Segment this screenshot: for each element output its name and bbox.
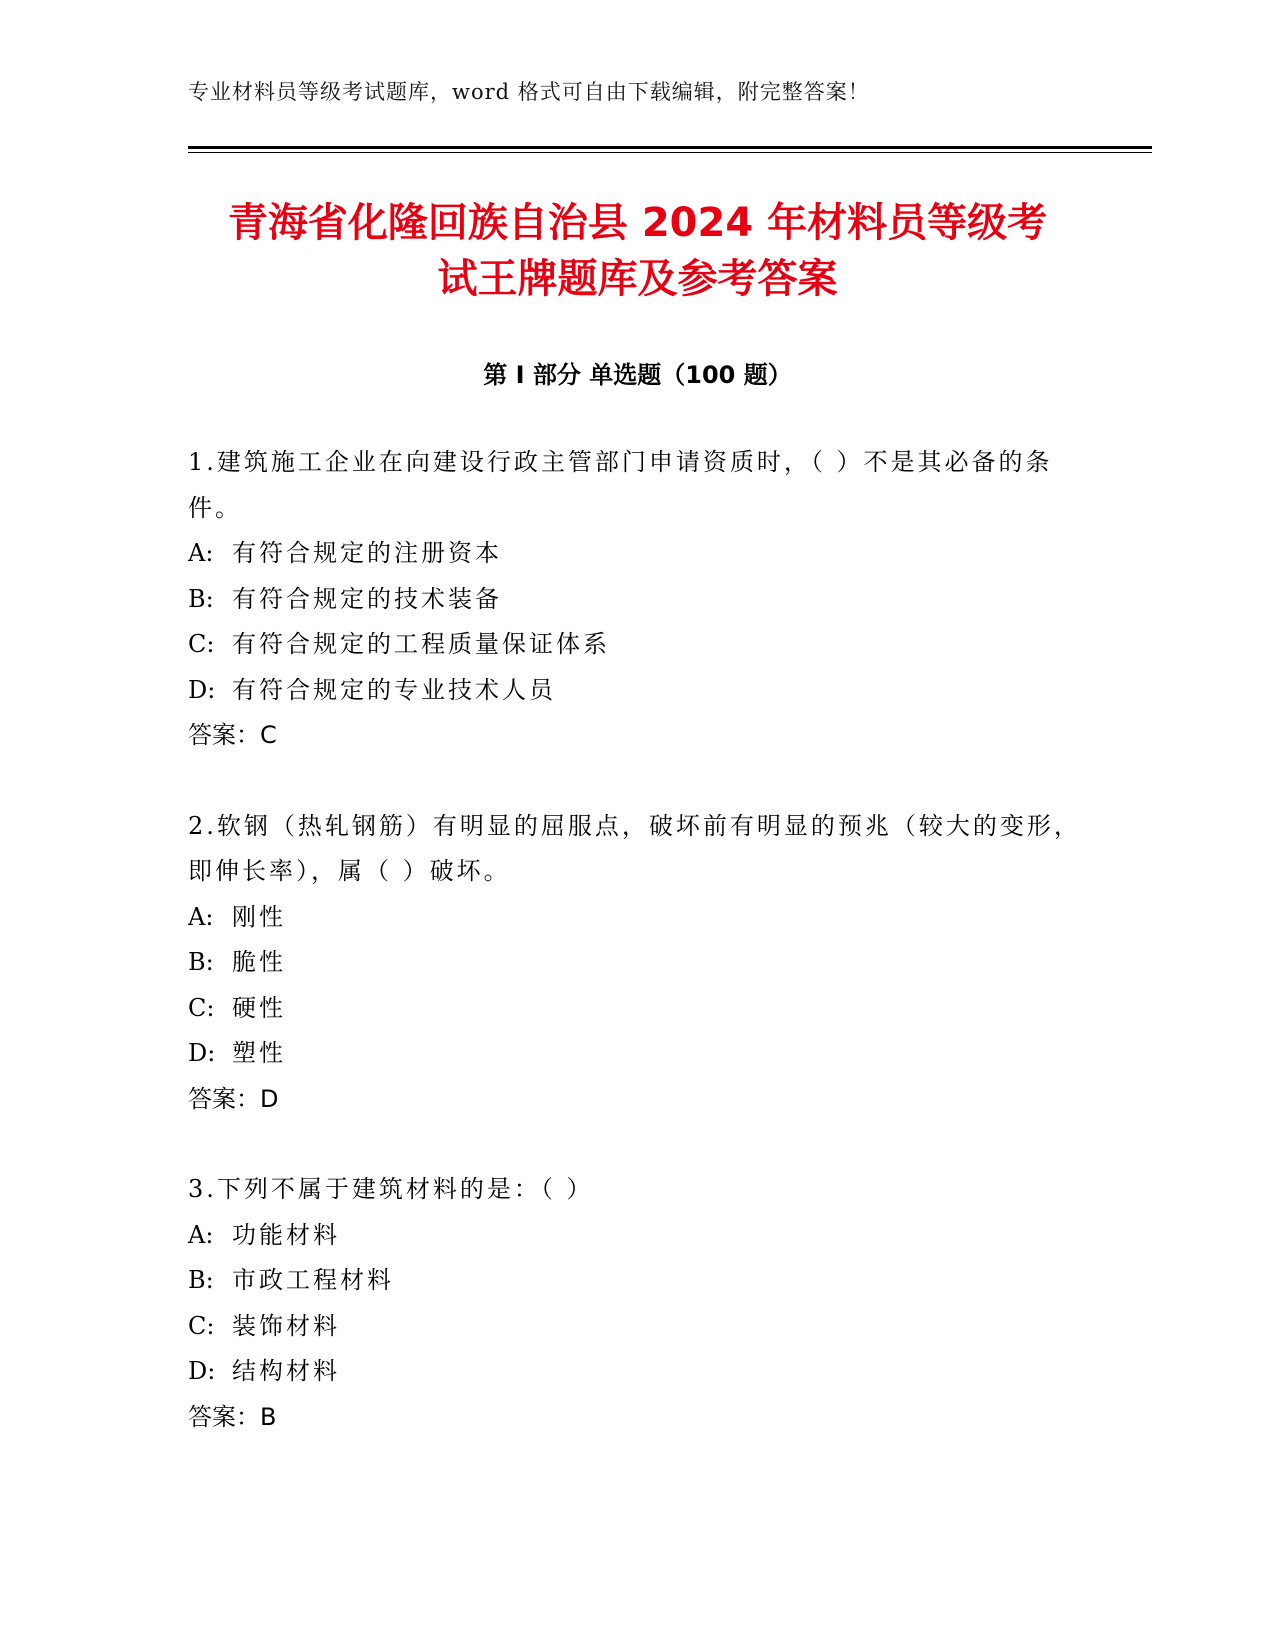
- question-2: [188, 804, 1088, 1123]
- header-rule-thin: [188, 152, 1152, 153]
- question-option-b: [188, 1258, 1088, 1304]
- option-letter: A:: [188, 539, 214, 567]
- question-option-d: [188, 1031, 1088, 1077]
- option-letter: A:: [188, 902, 214, 931]
- document-title-line-1: 青海省化隆回族自治县 2024 年材料员等级考: [227, 200, 1048, 246]
- option-text: 结构材料: [232, 1357, 340, 1385]
- option-text: 有符合规定的技术装备: [232, 584, 502, 613]
- option-letter: D:: [188, 1039, 216, 1067]
- option-letter: B:: [188, 948, 214, 976]
- question-option-b: [188, 940, 1088, 986]
- question-option-d: [188, 668, 1088, 714]
- question-3: [188, 1167, 1088, 1440]
- option-text: 有符合规定的专业技术人员: [232, 675, 556, 704]
- question-answer: 答案：D: [188, 1084, 279, 1113]
- header-note: 专业材料员等级考试题库，word 格式可自由下载编辑，附完整答案！: [188, 80, 870, 104]
- question-option-b: [188, 577, 1088, 623]
- option-letter: C:: [188, 630, 215, 658]
- option-text: 塑性: [232, 1039, 286, 1067]
- option-text: 有符合规定的工程质量保证体系: [232, 630, 610, 658]
- question-answer: 答案：B: [188, 1402, 277, 1431]
- question-answer: 答案：C: [188, 721, 277, 749]
- option-letter: C:: [188, 993, 215, 1022]
- option-letter: D:: [188, 1357, 216, 1385]
- question-option-a: [188, 1213, 1088, 1259]
- option-letter: B:: [188, 584, 214, 613]
- option-letter: C:: [188, 1311, 215, 1340]
- question-option-c: [188, 1304, 1088, 1350]
- option-letter: B:: [188, 1266, 214, 1294]
- option-text: 脆性: [232, 948, 286, 976]
- section-heading: 第 I 部分 单选题（100 题）: [483, 361, 792, 389]
- document-title-line-2: 试王牌题库及参考答案: [437, 256, 838, 302]
- option-letter: D:: [188, 675, 216, 704]
- question-option-c: [188, 986, 1088, 1032]
- header-rule-thick: [188, 146, 1152, 149]
- question-stem: 2.软钢（热轧钢筋）有明显的屈服点，破坏前有明显的预兆（较大的变形，即伸长率），属（ ）破坏。: [188, 811, 1081, 885]
- option-text: 有符合规定的注册资本: [232, 539, 502, 567]
- option-text: 刚性: [232, 902, 286, 931]
- question-stem: 1.建筑施工企业在向建设行政主管部门申请资质时，（ ）不是其必备的条件。: [188, 448, 1053, 522]
- question-list: [188, 440, 1088, 1485]
- option-text: 市政工程材料: [232, 1266, 394, 1294]
- question-option-a: [188, 531, 1088, 577]
- option-text: 硬性: [232, 993, 286, 1022]
- option-text: 装饰材料: [232, 1311, 340, 1340]
- question-option-d: [188, 1349, 1088, 1395]
- option-text: 功能材料: [232, 1220, 340, 1249]
- document-title: [150, 195, 1125, 307]
- question-option-a: [188, 895, 1088, 941]
- question-stem: 3.下列不属于建筑材料的是：（ ）: [188, 1175, 594, 1203]
- option-letter: A:: [188, 1220, 214, 1249]
- question-option-c: [188, 622, 1088, 668]
- question-1: [188, 440, 1088, 759]
